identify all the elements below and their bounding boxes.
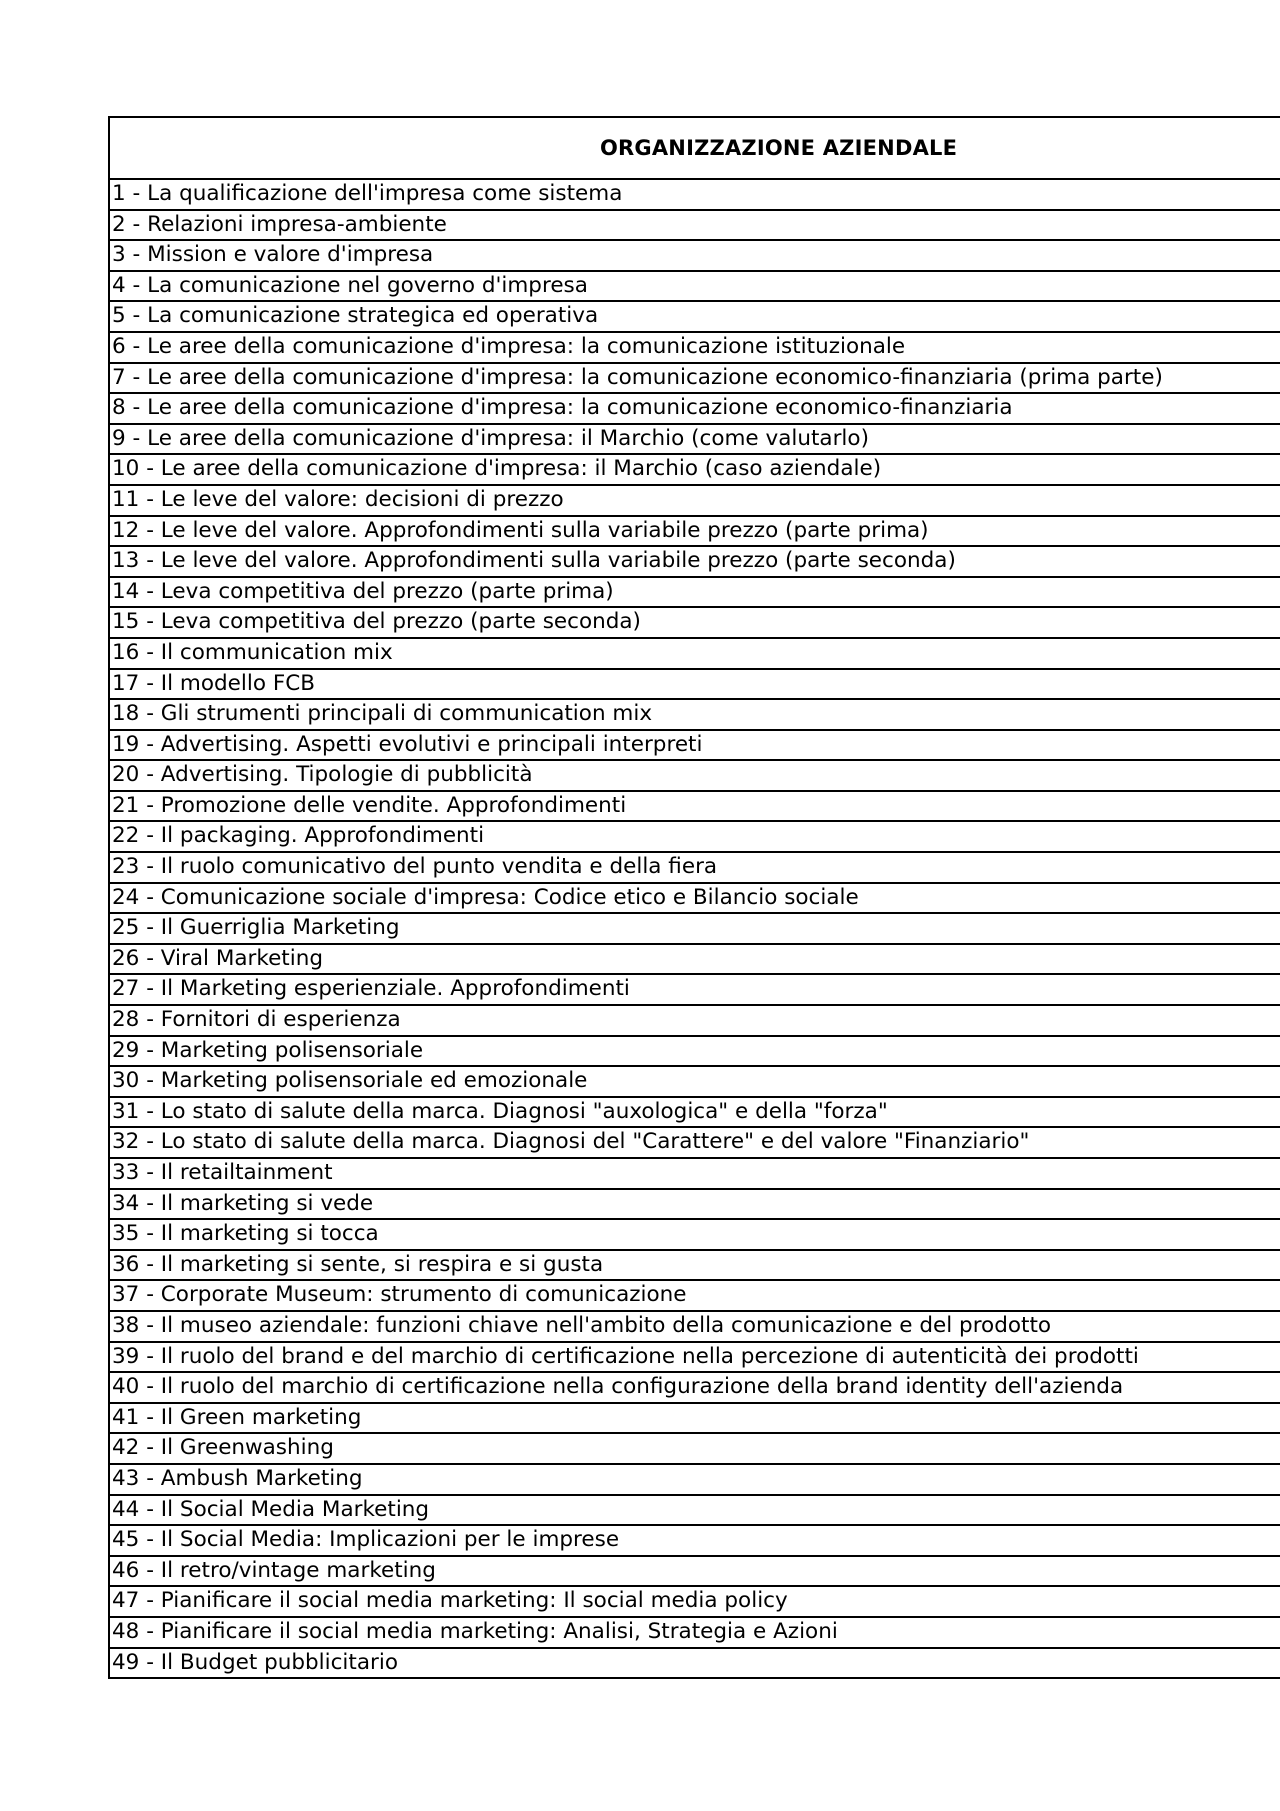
table-row: 10 - Le aree della comunicazione d'impresa: il Marchio (caso aziendale)	[110, 455, 1280, 486]
table-row: 12 - Le leve del valore. Approfondimenti sulla variabile prezzo (parte prima)	[110, 517, 1280, 548]
table-row: 20 - Advertising. Tipologie di pubblicità	[110, 761, 1280, 792]
table-row: 29 - Marketing polisensoriale	[110, 1037, 1280, 1068]
table-row: 35 - Il marketing si tocca	[110, 1220, 1280, 1251]
table-row: 3 - Mission e valore d'impresa	[110, 241, 1280, 272]
table-row: 15 - Leva competitiva del prezzo (parte seconda)	[110, 608, 1280, 639]
table-row: 28 - Fornitori di esperienza	[110, 1006, 1280, 1037]
table-row: 6 - Le aree della comunicazione d'impresa: la comunicazione istituzionale	[110, 333, 1280, 364]
table-row: 8 - Le aree della comunicazione d'impresa: la comunicazione economico-finanziaria	[110, 394, 1280, 425]
table-header-row	[110, 118, 1280, 180]
table-row: 30 - Marketing polisensoriale ed emozionale	[110, 1067, 1280, 1098]
table-row: 16 - Il communication mix	[110, 639, 1280, 670]
table-row: 49 - Il Budget pubblicitario	[110, 1649, 1280, 1680]
table-row: 19 - Advertising. Aspetti evolutivi e principali interpreti	[110, 731, 1280, 762]
table-row: 48 - Pianificare il social media marketing: Analisi, Strategia e Azioni	[110, 1618, 1280, 1649]
table-row: 37 - Corporate Museum: strumento di comunicazione	[110, 1281, 1280, 1312]
table-row: 36 - Il marketing si sente, si respira e si gusta	[110, 1251, 1280, 1282]
table-row: 38 - Il museo aziendale: funzioni chiave nell'ambito della comunicazione e del prodotto	[110, 1312, 1280, 1343]
table-row: 42 - Il Greenwashing	[110, 1434, 1280, 1465]
table-row: 39 - Il ruolo del brand e del marchio di certificazione nella percezione di autenticità dei prodotti	[110, 1343, 1280, 1374]
table-row: 32 - Lo stato di salute della marca. Diagnosi del "Carattere" e del valore "Finanziario"	[110, 1128, 1280, 1159]
table-row: 26 - Viral Marketing	[110, 945, 1280, 976]
table-row: 27 - Il Marketing esperienziale. Approfondimenti	[110, 975, 1280, 1006]
table-row: 41 - Il Green marketing	[110, 1404, 1280, 1435]
table-row: 45 - Il Social Media: Implicazioni per le imprese	[110, 1526, 1280, 1557]
table-row: 18 - Gli strumenti principali di communication mix	[110, 700, 1280, 731]
table-row: 9 - Le aree della comunicazione d'impresa: il Marchio (come valutarlo)	[110, 425, 1280, 456]
table-row: 31 - Lo stato di salute della marca. Diagnosi "auxologica" e della "forza"	[110, 1098, 1280, 1129]
table-row: 4 - La comunicazione nel governo d'impresa	[110, 272, 1280, 303]
table-row: 2 - Relazioni impresa-ambiente	[110, 211, 1280, 242]
table-row: 25 - Il Guerriglia Marketing	[110, 914, 1280, 945]
table-row: 43 - Ambush Marketing	[110, 1465, 1280, 1496]
table-row: 1 - La qualificazione dell'impresa come sistema	[110, 180, 1280, 211]
course-topics-table	[108, 116, 1280, 1679]
table-row: 5 - La comunicazione strategica ed operativa	[110, 302, 1280, 333]
table-title: ORGANIZZAZIONE AZIENDALE	[600, 136, 958, 160]
table-row: 11 - Le leve del valore: decisioni di prezzo	[110, 486, 1280, 517]
table-row: 47 - Pianificare il social media marketing: Il social media policy	[110, 1587, 1280, 1618]
table-row: 33 - Il retailtainment	[110, 1159, 1280, 1190]
table-row: 24 - Comunicazione sociale d'impresa: Codice etico e Bilancio sociale	[110, 884, 1280, 915]
table-row: 21 - Promozione delle vendite. Approfondimenti	[110, 792, 1280, 823]
table-row: 40 - Il ruolo del marchio di certificazione nella configurazione della brand identity dell'azienda	[110, 1373, 1280, 1404]
table-row: 17 - Il modello FCB	[110, 670, 1280, 701]
table-row: 44 - Il Social Media Marketing	[110, 1496, 1280, 1527]
table-row: 46 - Il retro/vintage marketing	[110, 1557, 1280, 1588]
table-row: 13 - Le leve del valore. Approfondimenti sulla variabile prezzo (parte seconda)	[110, 547, 1280, 578]
table-row: 14 - Leva competitiva del prezzo (parte prima)	[110, 578, 1280, 609]
table-row: 23 - Il ruolo comunicativo del punto vendita e della fiera	[110, 853, 1280, 884]
table-row: 22 - Il packaging. Approfondimenti	[110, 822, 1280, 853]
table-row: 34 - Il marketing si vede	[110, 1190, 1280, 1221]
table-body	[110, 180, 1280, 1679]
table-row: 7 - Le aree della comunicazione d'impresa: la comunicazione economico-finanziaria (prima parte)	[110, 364, 1280, 395]
